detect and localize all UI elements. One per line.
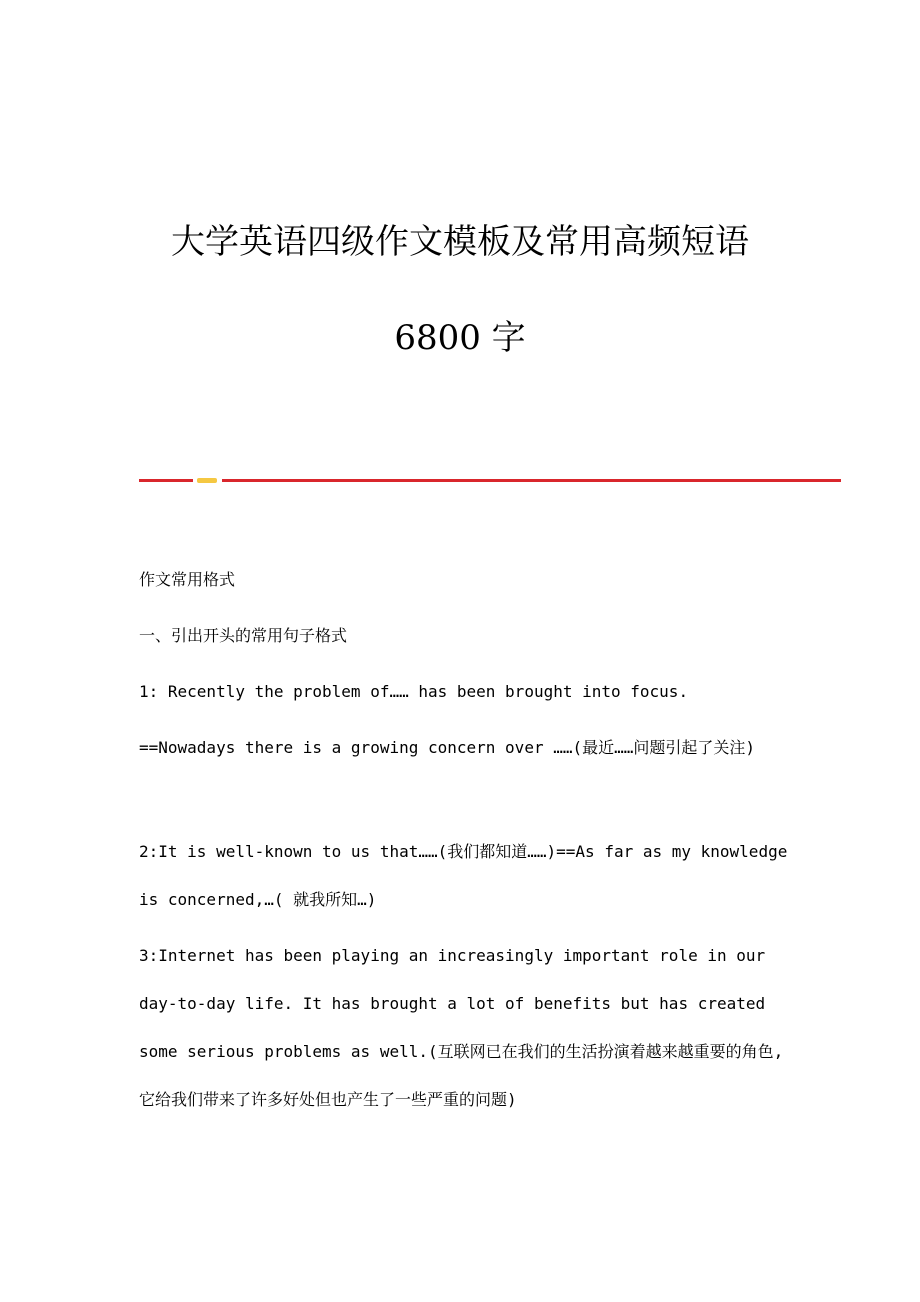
page-title-word-count: 6800 字 — [394, 318, 526, 358]
title-divider — [139, 478, 841, 483]
divider-ornament-icon — [197, 478, 217, 483]
page-title: 大学英语四级作文模板及常用高频短语 — [171, 222, 749, 262]
template-item-2: 2:It is well-known to us that……(我们都知道……)==As far as my knowledge is concerned,…( 就我所知…) — [139, 842, 788, 909]
section-heading: 作文常用格式 — [139, 570, 236, 589]
divider-line-left — [139, 479, 193, 482]
subsection-heading: 一、引出开头的常用句子格式 — [139, 626, 348, 645]
divider-line-right — [222, 479, 841, 482]
template-item-1-alternative: ==Nowadays there is a growing concern over ……(最近……问题引起了关注) — [139, 738, 756, 757]
template-item-3: 3:Internet has been playing an increasingly important role in our day-to-day life. It has brought a lot of benefits but has created some serious problems as well.(互联网已在我们的生活扮演着越来越重要的角色,它给我们带来了许多好处但也产生了一些严重的问题) — [139, 946, 784, 1109]
template-item-1: 1: Recently the problem of…… has been brought into focus. — [139, 682, 689, 701]
